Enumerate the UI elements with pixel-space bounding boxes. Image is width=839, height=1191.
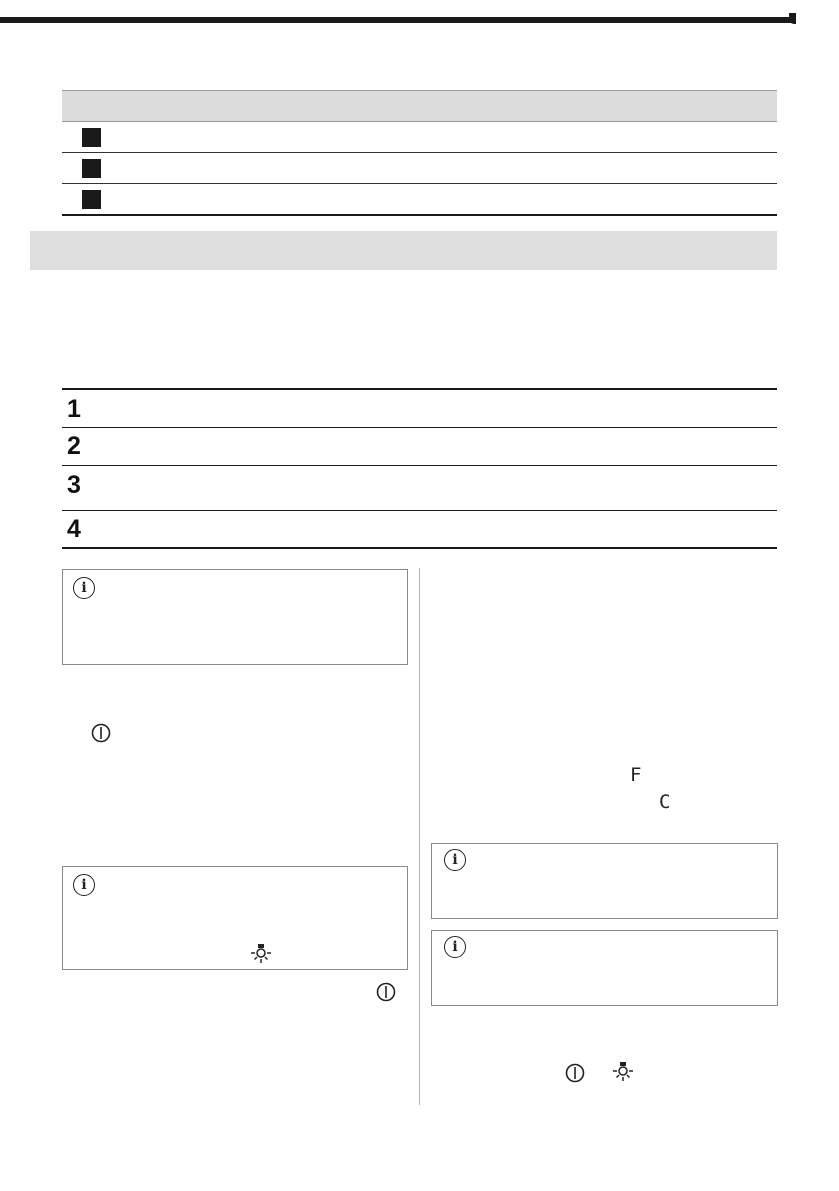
- table-row: [62, 428, 777, 466]
- info-icon: i: [444, 849, 466, 871]
- row-number: 3: [67, 471, 81, 499]
- row-number: 4: [67, 515, 81, 543]
- table-row: [62, 466, 777, 511]
- info-box: [431, 843, 778, 919]
- info-box: [62, 866, 408, 970]
- legend-table: [62, 90, 777, 216]
- numbered-table: [62, 388, 777, 549]
- info-box: [431, 930, 778, 1006]
- info-icon: i: [73, 874, 95, 896]
- display-symbol-f: F: [630, 764, 642, 786]
- row-number: 1: [67, 395, 81, 423]
- light-icon: [250, 942, 272, 964]
- square-marker-icon: [82, 128, 101, 147]
- table-row: [62, 122, 777, 153]
- table-row: [62, 511, 777, 549]
- power-icon: [564, 1062, 586, 1084]
- info-icon: i: [444, 936, 466, 958]
- info-icon: i: [73, 577, 95, 599]
- top-rule-cap: [789, 13, 796, 24]
- legend-table-header: [62, 90, 777, 122]
- section-heading-band: [30, 231, 777, 270]
- row-number: 2: [67, 432, 81, 460]
- power-icon: [90, 722, 112, 744]
- table-row: [62, 390, 777, 428]
- power-icon: [375, 981, 397, 1003]
- square-marker-icon: [82, 159, 101, 178]
- square-marker-icon: [82, 190, 101, 209]
- info-box: [62, 569, 408, 665]
- display-symbol-c: C: [659, 791, 671, 813]
- top-rule: [0, 17, 796, 23]
- light-icon: [612, 1060, 634, 1082]
- table-row: [62, 153, 777, 184]
- column-divider: [419, 568, 420, 1105]
- table-row: [62, 184, 777, 216]
